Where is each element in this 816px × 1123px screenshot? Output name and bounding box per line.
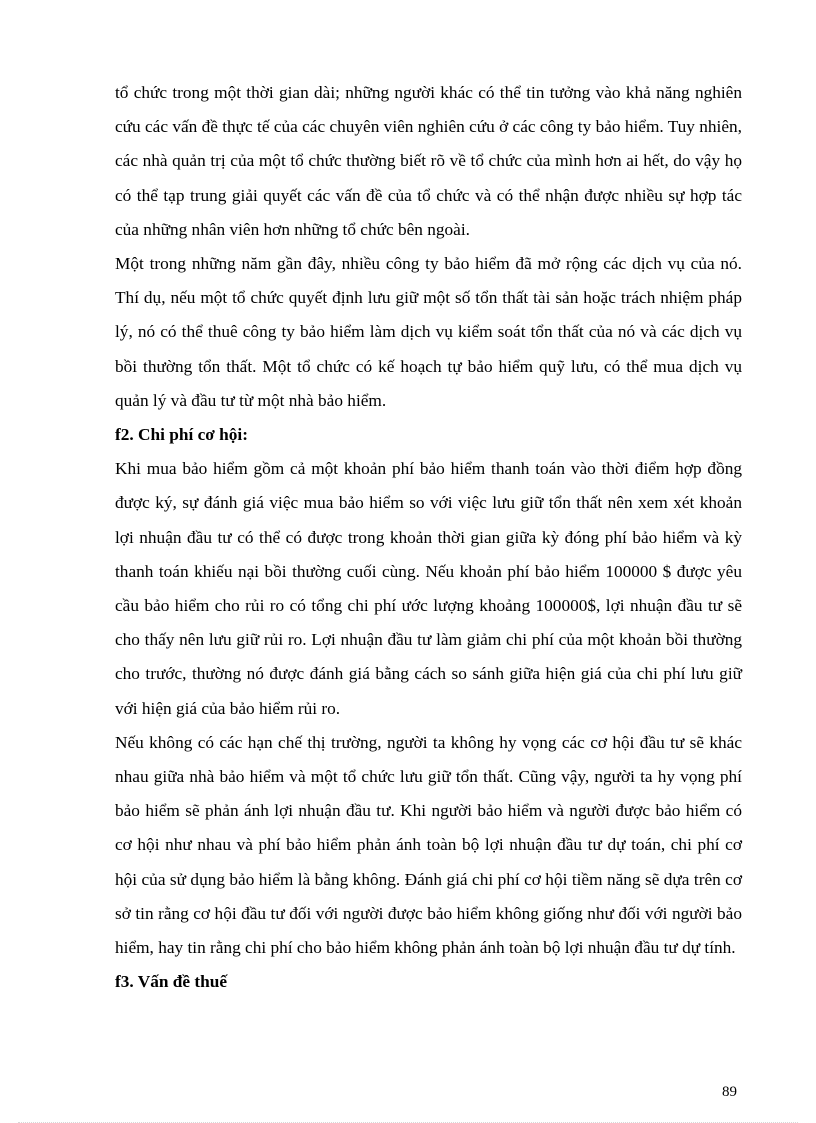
section-heading-f2: f2. Chi phí cơ hội: bbox=[115, 425, 248, 445]
body-paragraph: Nếu không có các hạn chế thị trường, người ta không hy vọng các cơ hội đầu tư sẽ khác nhau giữa nhà bảo hiểm và một tổ chức lưu giữ tổn thất. Cũng vậy, người ta hy vọng phí bảo hiểm sẽ phản ánh lợi nhuận đầu tư. Khi người bảo hiểm và người được bảo hiểm có cơ hội như nhau và phí bảo hiểm phản ánh toàn bộ lợi nhuận đầu tư dự toán, chi phí cơ hội của sử dụng bảo hiểm là bằng không. Đánh giá chi phí cơ hội tiềm năng sẽ dựa trên cơ sở tin rằng cơ hội đầu tư đối với người được bảo hiểm không giống như đối với người bảo hiểm, hay tin rằng chi phí cho bảo hiểm không phản ánh toàn bộ lợi nhuận đầu tư dự tính. bbox=[115, 732, 742, 958]
body-paragraph: Một trong những năm gần đây, nhiều công ty bảo hiểm đã mở rộng các dịch vụ của nó. Thí dụ, nếu một tổ chức quyết định lưu giữ một số tổn thất tài sản hoặc trách nhiệm pháp lý, nó có thể thuê công ty bảo hiểm làm dịch vụ kiểm soát tổn thất của nó và các dịch vụ bồi thường tổn thất. Một tổ chức có kế hoạch tự bảo hiểm quỹ lưu, có thể mua dịch vụ quản lý và đầu tư từ một nhà bảo hiểm. bbox=[115, 254, 742, 410]
page-number: 89 bbox=[722, 1084, 737, 1100]
section-heading-f3: f3. Vấn đề thuế bbox=[115, 972, 228, 992]
body-paragraph: Khi mua bảo hiểm gồm cả một khoản phí bảo hiểm thanh toán vào thời điểm hợp đồng được ký, sự đánh giá việc mua bảo hiểm so với việc lưu giữ tổn thất nên xem xét khoản lợi nhuận đầu tư có thể có được trong khoản thời gian giữa kỳ đóng phí bảo hiểm và kỳ thanh toán khiếu nại bồi thường cuối cùng. Nếu khoản phí bảo hiểm 100000 $ được yêu cầu bảo hiểm cho rủi ro có tổng chi phí ước lượng khoảng 100000$, lợi nhuận đầu tư sẽ cho thấy nên lưu giữ rủi ro. Lợi nhuận đầu tư làm giảm chi phí của một khoản bồi thường cho trước, thường nó được đánh giá bằng cách so sánh giữa hiện giá của chi phí lưu giữ với hiện giá của bảo hiểm rủi ro. bbox=[115, 459, 742, 718]
body-paragraph: tổ chức trong một thời gian dài; những người khác có thể tin tưởng vào khả năng nghiên cứu các vấn đề thực tế của các chuyên viên nghiên cứu ở các công ty bảo hiểm. Tuy nhiên, các nhà quản trị của một tổ chức thường biết rõ về tổ chức của mình hơn ai hết, do vậy họ có thể tạp trung giải quyết các vấn đề của tổ chức và có thể nhận được nhiều sự hợp tác của những nhân viên hơn những tổ chức bên ngoài. bbox=[115, 83, 742, 239]
page-body bbox=[115, 76, 742, 999]
